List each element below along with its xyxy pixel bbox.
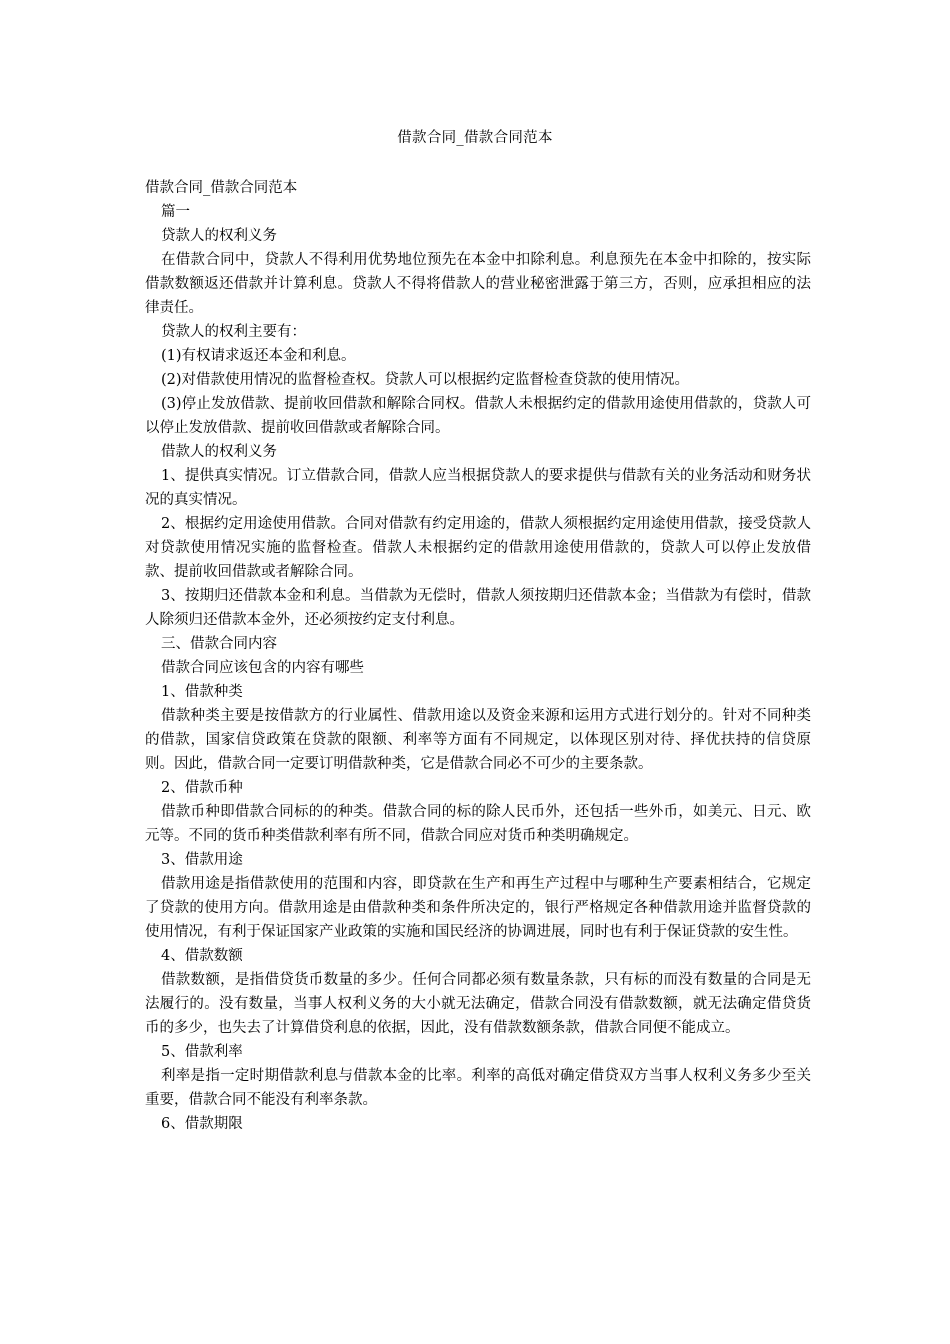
subsection-heading: 2、借款币种 — [161, 780, 243, 796]
section-heading: 三、借款合同内容 — [161, 636, 277, 652]
paragraph: 3、按期归还借款本金和利息。当借款为无偿时，借款人须按期归还借款本金；当借款为有偿时，借款人除须归还借款本金外，还必须按约定支付利息。 — [145, 588, 811, 628]
paragraph: 2、根据约定用途使用借款。合同对借款有约定用途的，借款人须根据约定用途使用借款，接受贷款人对贷款使用情况实施的监督检查。借款人未根据约定的借款用途使用借款的，贷款人可以停止发放借款、提前收回借款或者解除合同。 — [145, 516, 811, 580]
body-heading: 借款合同_借款合同范本 — [145, 180, 298, 196]
paragraph: 1、提供真实情况。订立借款合同，借款人应当根据贷款人的要求提供与借款有关的业务活动和财务状况的真实情况。 — [145, 468, 811, 508]
section-heading: 贷款人的权利义务 — [161, 228, 277, 244]
paragraph: 借款用途是指借款使用的范围和内容，即贷款在生产和再生产过程中与哪种生产要素相结合，它规定了贷款的使用方向。借款用途是由借款种类和条件所决定的，银行严格规定各种借款用途并监督贷款的使用情况，有利于保证国家产业政策的实施和国民经济的协调进展，同时也有利于保证贷款的安生性。 — [145, 876, 811, 940]
subsection-heading: 3、借款用途 — [161, 852, 243, 868]
paragraph: 借款数额，是指借贷货币数量的多少。任何合同都必须有数量条款，只有标的而没有数量的合同是无法履行的。没有数量，当事人权利义务的大小就无法确定，借款合同没有借款数额，就无法确定借贷货币的多少，也失去了计算借贷利息的依据，因此，没有借款数额条款，借款合同便不能成立。 — [145, 972, 811, 1036]
paragraph: 利率是指一定时期借款利息与借款本金的比率。利率的高低对确定借贷双方当事人权利义务多少至关重要，借款合同不能没有利率条款。 — [145, 1068, 811, 1108]
subsection-heading: 5、借款利率 — [161, 1044, 243, 1060]
subsection-heading: 6、借款期限 — [161, 1116, 243, 1132]
section-heading: 借款人的权利义务 — [161, 444, 277, 460]
paragraph: 借款合同应该包含的内容有哪些 — [161, 660, 364, 676]
subsection-heading: 4、借款数额 — [161, 948, 243, 964]
subsection-heading: 1、借款种类 — [161, 684, 243, 700]
document-body — [145, 176, 811, 1136]
section-label: 篇一 — [161, 204, 190, 220]
list-item: (1)有权请求返还本金和利息。 — [161, 348, 356, 364]
paragraph: 借款种类主要是按借款方的行业属性、借款用途以及资金来源和运用方式进行划分的。针对不同种类的借款，国家信贷政策在贷款的限额、利率等方面有不同规定，以体现区别对待、择优扶持的信贷原则。因此，借款合同一定要订明借款种类，它是借款合同必不可少的主要条款。 — [145, 708, 811, 772]
list-item: (2)对借款使用情况的监督检查权。贷款人可以根据约定监督检查贷款的使用情况。 — [161, 372, 690, 388]
paragraph: 贷款人的权利主要有： — [161, 324, 306, 340]
paragraph: 在借款合同中，贷款人不得利用优势地位预先在本金中扣除利息。利息预先在本金中扣除的，按实际借款数额返还借款并计算利息。贷款人不得将借款人的营业秘密泄露于第三方，否则，应承担相应的法律责任。 — [145, 252, 811, 316]
paragraph: 借款币种即借款合同标的的种类。借款合同的标的除人民币外，还包括一些外币，如美元、日元、欧元等。不同的货币种类借款利率有所不同，借款合同应对货币种类明确规定。 — [145, 804, 811, 844]
list-item: (3)停止发放借款、提前收回借款和解除合同权。借款人未根据约定的借款用途使用借款的，贷款人可以停止发放借款、提前收回借款或者解除合同。 — [145, 396, 811, 436]
document-title: 借款合同_借款合同范本 — [397, 130, 553, 146]
